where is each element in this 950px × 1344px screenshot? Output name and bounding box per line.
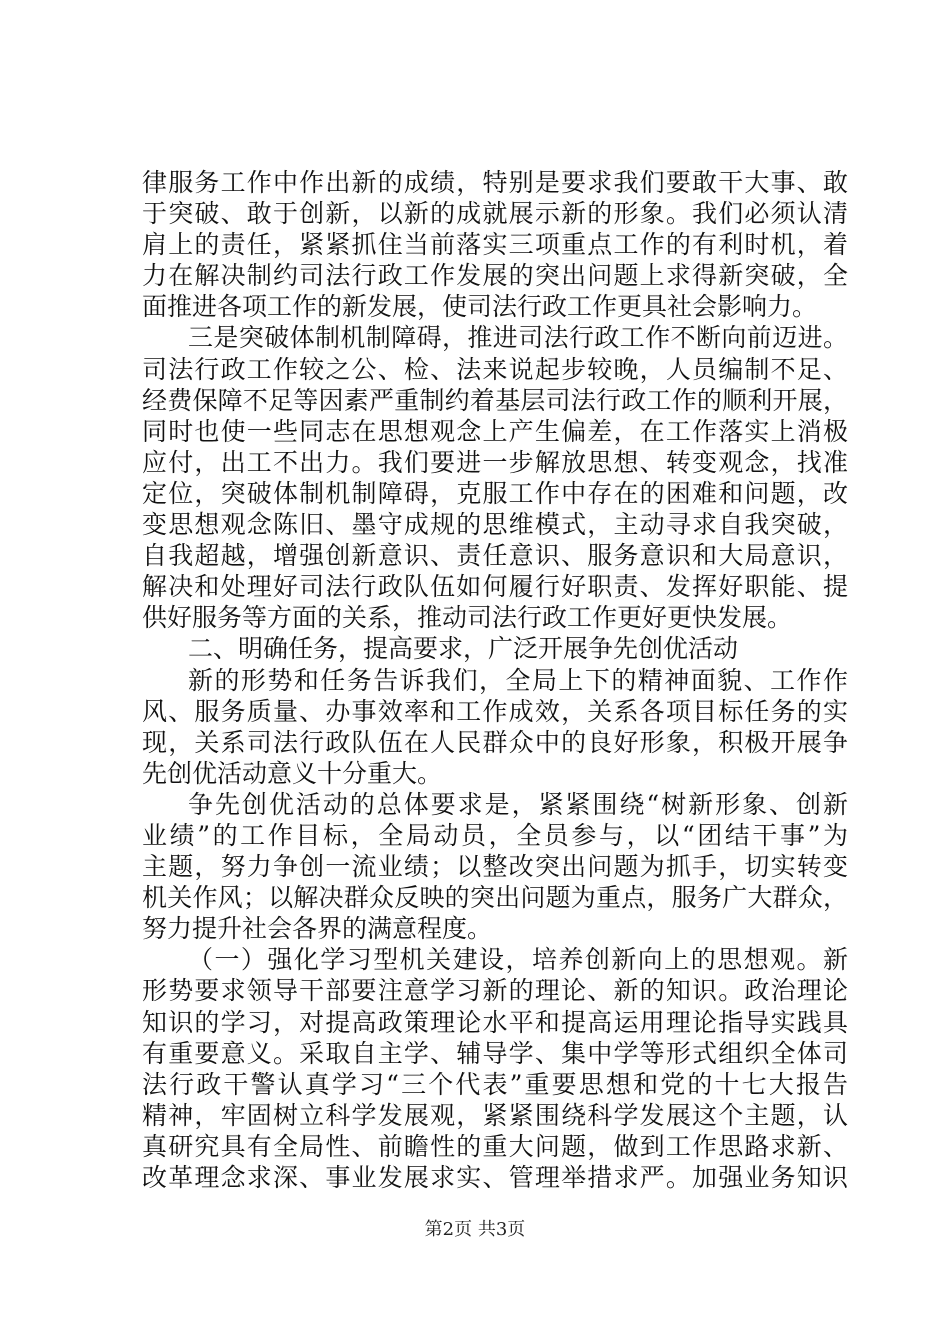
text-line-21: 争先创优活动的总体要求是，紧紧围绕“树新形象、创新 (188, 789, 848, 819)
text-line-24: 机关作风；以解决群众反映的突出问题为重点，服务广大群众， (142, 883, 848, 913)
text-line-20: 先创优活动意义十分重大。 (142, 758, 443, 788)
text-line-1: 律服务工作中作出新的成绩，特别是要求我们要敢干大事、敢 (142, 168, 848, 197)
text-line-13: 自我超越，增强创新意识、责任意识、服务意识和大局意识， (142, 541, 848, 571)
text-line-23: 主题，努力争创一流业绩；以整改突出问题为抓手，切实转变 (142, 852, 848, 882)
text-line-7: 司法行政工作较之公、检、法来说起步较晚，人员编制不足、 (142, 354, 848, 384)
text-line-31: 精神，牢固树立科学发展观，紧紧围绕科学发展这个主题，认 (142, 1100, 848, 1130)
page-footer: 第2页 共3页 (424, 1219, 526, 1240)
text-line-22: 业绩”的工作目标，全局动员，全员参与，以“团结干事”为 (142, 820, 848, 850)
text-line-5: 面推进各项工作的新发展，使司法行政工作更具社会影响力。 (142, 292, 818, 322)
section-heading: 二、明确任务，提高要求，广泛开展争先创优活动 (188, 634, 739, 664)
text-line-30: 法行政干警认真学习“三个代表”重要思想和党的十七大报告 (142, 1069, 848, 1099)
text-line-14: 解决和处理好司法行政队伍如何履行好职责、发挥好职能、提 (142, 572, 848, 602)
text-line-32: 真研究具有全局性、前瞻性的重大问题，做到工作思路求新、 (142, 1131, 848, 1161)
text-line-26: （一）强化学习型机关建设，培养创新向上的思想观。新 (188, 945, 848, 975)
text-line-19: 现，关系司法行政队伍在人民群众中的良好形象，积极开展争 (142, 727, 848, 757)
text-line-17: 新的形势和任务告诉我们，全局上下的精神面貌、工作作 (188, 665, 848, 695)
text-line-8: 经费保障不足等因素严重制约着基层司法行政工作的顺利开展， (142, 385, 848, 415)
text-line-11: 定位，突破体制机制障碍，克服工作中存在的困难和问题，改 (142, 478, 848, 508)
text-line-27: 形势要求领导干部要注意学习新的理论、新的知识。政治理论 (142, 976, 848, 1006)
text-line-10: 应付，出工不出力。我们要进一步解放思想、转变观念，找准 (142, 447, 848, 477)
text-line-4: 力在解决制约司法行政工作发展的突出问题上求得新突破，全 (142, 261, 848, 291)
text-line-18: 风、服务质量、办事效率和工作成效，关系各项目标任务的实 (142, 696, 848, 726)
text-line-6: 三是突破体制机制障碍，推进司法行政工作不断向前迈进。 (188, 323, 848, 353)
text-line-2: 于突破、敢于创新，以新的成就展示新的形象。我们必须认清 (142, 199, 848, 229)
text-line-25: 努力提升社会各界的满意程度。 (142, 914, 493, 944)
text-line-3: 肩上的责任，紧紧抓住当前落实三项重点工作的有利时机，着 (142, 230, 848, 260)
text-line-29: 有重要意义。采取自主学、辅导学、集中学等形式组织全体司 (142, 1038, 848, 1068)
body-text (142, 167, 848, 1193)
text-line-9: 同时也使一些同志在思想观念上产生偏差，在工作落实上消极 (142, 416, 848, 446)
text-line-28: 知识的学习，对提高政策理论水平和提高运用理论指导实践具 (142, 1007, 848, 1037)
text-line-15: 供好服务等方面的关系，推动司法行政工作更好更快发展。 (142, 603, 793, 633)
text-line-12: 变思想观念陈旧、墨守成规的思维模式，主动寻求自我突破， (142, 510, 848, 540)
text-line-33: 改革理念求深、事业发展求实、管理举措求严。加强业务知识 (142, 1163, 848, 1192)
